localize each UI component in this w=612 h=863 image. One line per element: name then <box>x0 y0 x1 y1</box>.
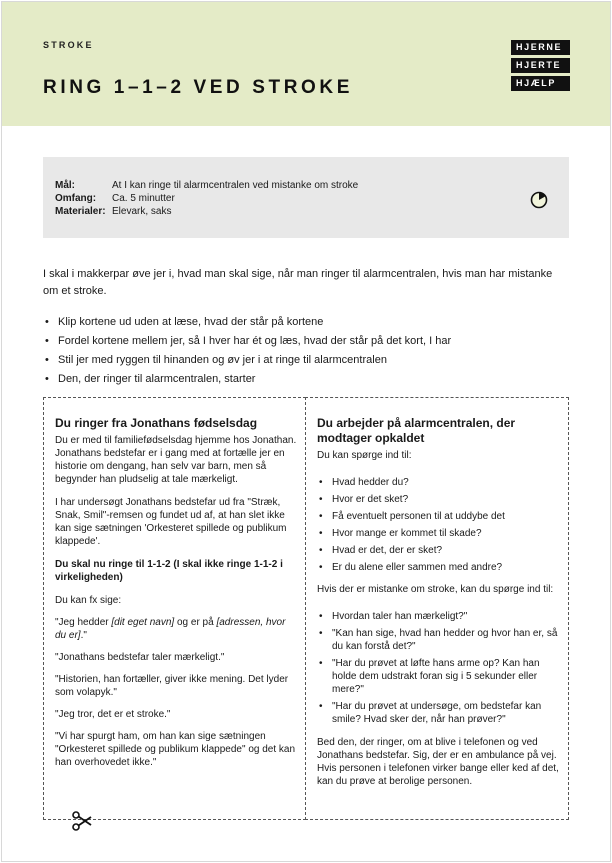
dispatcher-card-outro: Bed den, der ringer, om at blive i telefonen og ved Jonathans bedstefar. Sig, der er en ambulance på vej. Hvis personen i telefonen virker bange eller ked af det, kan du prøve at berolige personen. <box>317 737 559 787</box>
list-item: • Er du alene eller sammen med andre? <box>317 561 561 574</box>
page-title: RING 1–1–2 VED STROKE <box>43 77 354 98</box>
caller-card-paragraph: Du er med til familiefødselsdag hjemme hos Jonathan. Jonathans bedstefar er i gang med at fortælle jer en historie om dengang, han selv var barn, men så begynder han pludselig at tale mærkeligt. <box>55 435 297 485</box>
caller-card <box>43 397 306 820</box>
info-goal-label: Mål: <box>55 180 75 191</box>
logo-line-3: HJÆLP <box>511 76 570 91</box>
caller-card-quote: "Historien, han fortæller, giver ikke mening. Det lyder som volapyk." <box>55 674 289 698</box>
dispatcher-card <box>305 397 569 820</box>
caller-card-quote: "Vi har spurgt ham, om han kan sige sætningen "Orkesteret spillede og publikum klappede" og det kan han overhovedet ikke." <box>55 731 296 768</box>
scissors-icon <box>71 811 93 831</box>
quote-text: "Jeg hedder <box>55 617 112 628</box>
info-scope-row <box>55 192 175 205</box>
list-item: • "Har du prøvet at undersøge, om bedstefar kan smile? Hvad sker der, når han prøver?" <box>317 700 561 726</box>
step-item: • Den, der ringer til alarmcentralen, starter <box>43 370 569 389</box>
info-goal-value: At I kan ringe til alarmcentralen ved mistanke om stroke <box>112 180 359 191</box>
quote-text: og er på <box>174 617 217 628</box>
logo-line-2: HJERTE <box>511 58 570 73</box>
quote-text: ." <box>80 630 87 641</box>
step-list <box>43 313 569 389</box>
info-materials-value: Elevark, saks <box>112 206 172 217</box>
list-item: • Hvor er det sket? <box>317 493 561 506</box>
step-item: • Fordel kortene mellem jer, så I hver har ét og læs, hvad der står på det kort, I har <box>43 332 569 351</box>
step-item: • Klip kortene ud uden at læse, hvad der står på kortene <box>43 313 569 332</box>
step-item: • Stil jer med ryggen til hinanden og øv jer i at ringe til alarmcentralen <box>43 351 569 370</box>
info-scope-value: Ca. 5 minutter <box>112 193 175 204</box>
caller-card-quote <box>55 616 299 642</box>
caller-card-quote: "Jonathans bedstefar taler mærkeligt." <box>55 652 225 663</box>
caller-card-title: Du ringer fra Jonathans fødselsdag <box>55 416 258 430</box>
logo <box>511 40 570 94</box>
intro-text: I skal i makkerpar øve jer i, hvad man skal sige, når man ringer til alarmcentralen, hvis man har mistanke om et stroke. <box>43 268 553 297</box>
header-band <box>2 2 610 126</box>
caller-card-lead: Du kan fx sige: <box>55 595 122 606</box>
dispatcher-stroke-question-list <box>317 610 561 726</box>
info-goal-row <box>55 179 358 192</box>
quote-placeholder-name: [dit eget navn] <box>111 617 175 628</box>
quote-placeholder-address: [adressen, hvor du er] <box>55 617 286 641</box>
list-item: • Hvordan taler han mærkeligt?" <box>317 610 561 623</box>
dispatcher-card-lead: Du kan spørge ind til: <box>317 450 412 461</box>
info-materials-row <box>55 205 171 218</box>
logo-line-1: HJERNE <box>511 40 570 55</box>
dispatcher-card-title: Du arbejder på alarmcentralen, der modtager opkaldet <box>317 416 516 445</box>
caller-card-quote: "Jeg tror, det er et stroke." <box>55 709 171 720</box>
info-materials-label: Materialer: <box>55 206 106 217</box>
section-kicker: STROKE <box>43 40 94 50</box>
list-item: • Hvad hedder du? <box>317 476 561 489</box>
list-item: • "Har du prøvet at løfte hans arme op? Kan han holde dem udstrakt foran sig i 5 sekunder eller mere?" <box>317 657 561 696</box>
list-item: • "Kan han sige, hvad han hedder og hvor han er, så du kan forstå det?" <box>317 627 561 653</box>
dispatcher-question-list <box>317 476 561 574</box>
list-item: • Hvad er det, der er sket? <box>317 544 561 557</box>
clock-icon <box>530 191 548 209</box>
info-box <box>43 157 569 238</box>
list-item: • Hvor mange er kommet til skade? <box>317 527 561 540</box>
dispatcher-card-lead-2: Hvis der er mistanke om stroke, kan du spørge ind til: <box>317 584 554 595</box>
info-scope-label: Omfang: <box>55 193 97 204</box>
caller-card-paragraph: I har undersøgt Jonathans bedstefar ud fra "Stræk, Snak, Smil"-remsen og fundet ud af, at han slet ikke kan sige sætningen 'Orkesteret spillede og publikum klappede'. <box>55 497 287 547</box>
caller-card-instruction: Du skal nu ringe til 1-1-2 (I skal ikke ringe 1-1-2 i virkeligheden) <box>55 559 283 583</box>
list-item: • Få eventuelt personen til at uddybe det <box>317 510 561 523</box>
